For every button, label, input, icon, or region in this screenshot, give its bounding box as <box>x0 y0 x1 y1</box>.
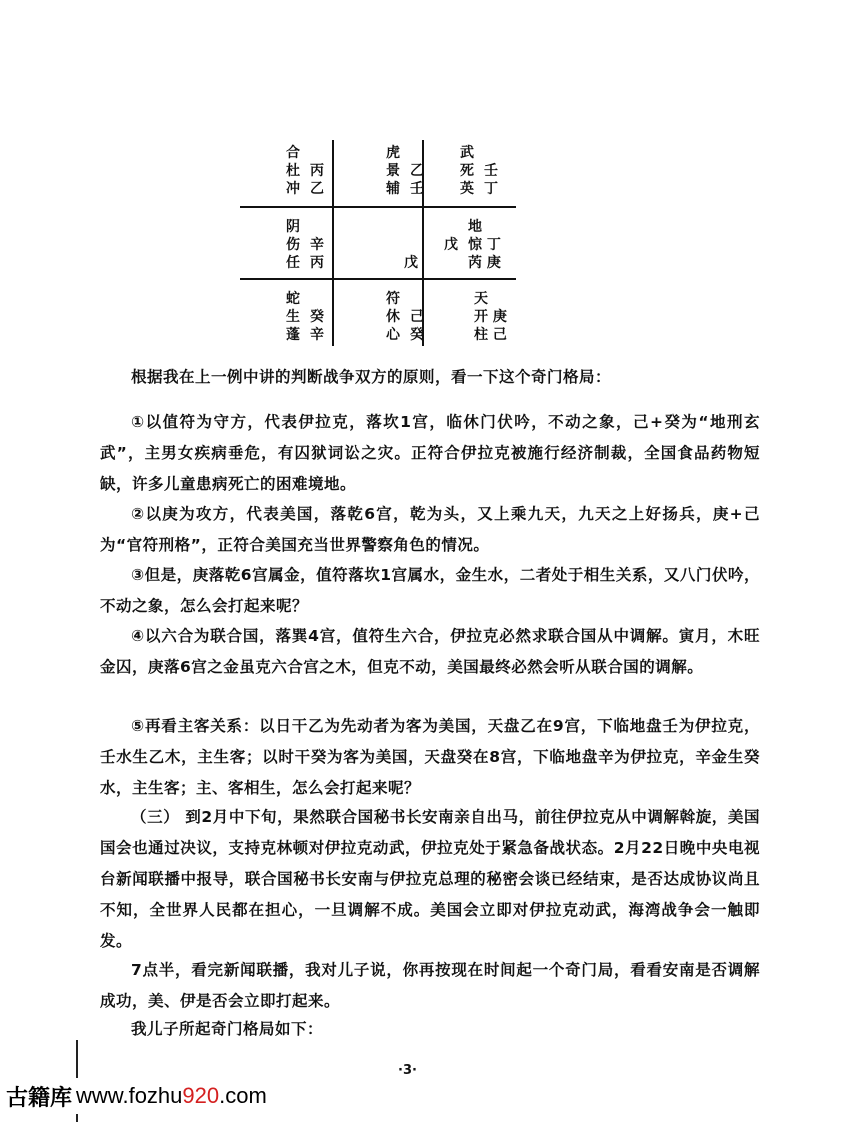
cell-text: 天 <box>474 291 488 307</box>
watermark <box>0 1078 312 1114</box>
body-paragraph: ③但是，庚落乾6宫属金，值符落坎1宫属水，金生水，二者处于相生关系，又八门伏吟，不动之象，怎么会打起来呢？ <box>100 566 760 615</box>
cell-text: 地 <box>468 219 482 235</box>
cell-text: 蛇 <box>286 291 300 307</box>
cell-text: 合 <box>286 145 300 161</box>
cell-text: 开 庚 <box>474 309 507 325</box>
cell-text: 景 <box>386 163 400 179</box>
cell-text: 符 <box>386 291 400 307</box>
cell-text: 任 <box>286 255 300 271</box>
cell-text: 死 <box>460 163 474 179</box>
body-paragraph: ①以值符为守方，代表伊拉克，落坎1宫，临休门伏吟，不动之象，己+癸为“地刑玄武”，主男女疾病垂危，有囚狱词讼之灾。正符合伊拉克被施行经济制裁，全国食品药物短缺，许多儿童患病死亡的困难境地。 <box>100 413 760 493</box>
body-paragraph: 根据我在上一例中讲的判断战争双方的原则，看一下这个奇门格局： <box>131 368 612 386</box>
cell-text: 戊 <box>404 255 418 271</box>
cell-text: 柱 己 <box>474 327 507 343</box>
watermark-url[interactable] <box>76 1083 267 1109</box>
cell-text: 武 <box>460 145 474 161</box>
cell-text: 丙 <box>310 163 324 179</box>
qimen-grid <box>240 140 516 346</box>
cell-text: 杜 <box>286 163 300 179</box>
watermark-url-prefix: www.fozhu <box>76 1083 183 1108</box>
body-paragraph: ⑤再看主客关系：以日干乙为先动者为客为美国，天盘乙在9宫，下临地盘壬为伊拉克，壬水生乙木，主生客；以时干癸为客为美国，天盘癸在8宫，下临地盘辛为伊拉克，辛金生癸水，主生客；主、客相生，怎么会打起来呢？ <box>100 717 760 797</box>
cell-text: 冲 <box>286 181 300 197</box>
cell-text: 伤 <box>286 237 300 253</box>
grid-cell <box>286 218 376 286</box>
body-paragraph: 我儿子所起奇门格局如下： <box>131 1020 324 1038</box>
cell-text: 心 <box>386 327 400 343</box>
cell-text: 乙 <box>310 181 324 197</box>
cell-text: 生 <box>286 309 300 325</box>
cell-text: 乙 <box>410 163 424 179</box>
cell-text: 戊 <box>444 237 458 253</box>
grid-cell <box>286 290 376 358</box>
grid-cell <box>450 290 540 358</box>
cell-text: 癸 <box>410 327 424 343</box>
page-number: ·3· <box>398 1063 417 1078</box>
grid-cell <box>286 144 376 212</box>
cell-text: 辛 <box>310 237 324 253</box>
cell-text: 虎 <box>386 145 400 161</box>
cell-text: 惊 丁 <box>468 237 501 253</box>
cell-text: 芮 庚 <box>468 255 501 271</box>
body-paragraph: ④以六合为联合国，落巽4宫，值符生六合，伊拉克必然求联合国从中调解。寅月，木旺金囚，庚落6宫之金虽克六合宫之木，但克不动，美国最终必然会听从联合国的调解。 <box>100 627 760 676</box>
cell-text: 丙 <box>310 255 324 271</box>
cell-text: 壬 <box>484 163 498 179</box>
cell-text: 丁 <box>484 181 498 197</box>
cell-text: 蓬 <box>286 327 300 343</box>
body-paragraph: （三） 到2月中下旬，果然联合国秘书长安南亲自出马，前往伊拉克从中调解斡旋，美国国会也通过决议，支持克林顿对伊拉克动武，伊拉克处于紧急备战状态。2月22日晚中央电视台新闻联播中报导，联合国秘书长安南与伊拉克总理的秘密会谈已经结束，是否达成协议尚且不知，全世界人民都在担心，一旦调解不成。美国会立即对伊拉克动武，海湾战争会一触即发。 <box>100 808 760 950</box>
cell-text: 辛 <box>310 327 324 343</box>
cell-text: 己 <box>410 309 424 325</box>
cell-text: 休 <box>386 309 400 325</box>
cell-text: 癸 <box>310 309 324 325</box>
watermark-site-name: 古籍库 <box>6 1085 73 1111</box>
cell-text: 壬 <box>410 181 424 197</box>
body-paragraph: ②以庚为攻方，代表美国，落乾6宫，乾为头，又上乘九天，九天之上好扬兵，庚+己为“官符刑格”，正符合美国充当世界警察角色的情况。 <box>100 505 760 554</box>
cell-text: 辅 <box>386 181 400 197</box>
cell-text: 阴 <box>286 219 300 235</box>
watermark-url-suffix: .com <box>219 1083 267 1108</box>
watermark-url-number: 920 <box>182 1083 220 1108</box>
grid-cell <box>460 144 550 212</box>
body-paragraph: 7点半，看完新闻联播，我对儿子说，你再按现在时间起一个奇门局，看看安南是否调解成功，美、伊是否会立即打起来。 <box>100 961 760 1010</box>
grid-cell <box>444 218 534 286</box>
cell-text: 英 <box>460 181 474 197</box>
